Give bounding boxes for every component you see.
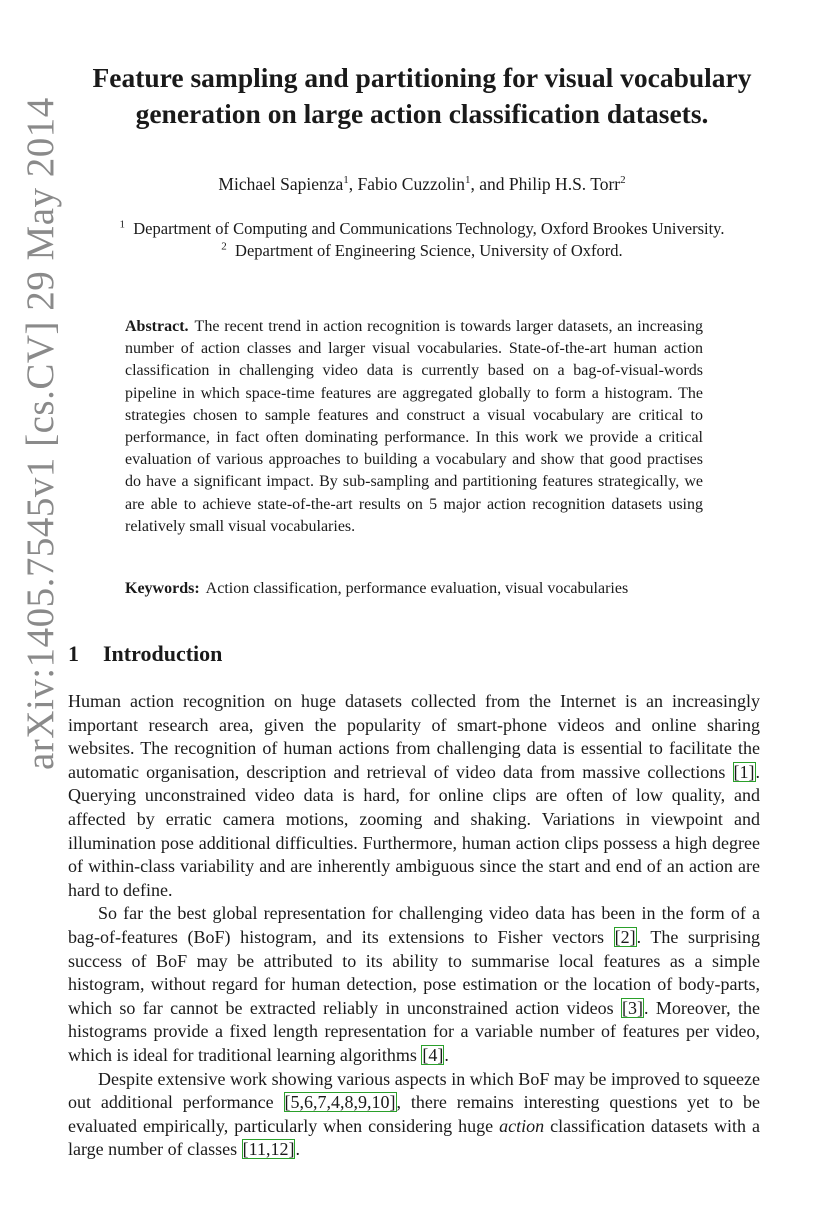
- paragraph: [68, 1068, 760, 1162]
- author-name: Michael Sapienza: [218, 174, 344, 194]
- paragraph-text: classification datasets with a large number of classes: [68, 1115, 760, 1160]
- section-title: Introduction: [103, 641, 223, 666]
- citation-link[interactable]: [4]: [422, 1044, 444, 1065]
- paper-title: [72, 60, 772, 132]
- citation-link[interactable]: [5,6,7,4,8,9,10]: [284, 1092, 396, 1113]
- paragraph-text: .: [444, 1044, 449, 1065]
- citation-link[interactable]: [1]: [733, 761, 755, 782]
- citation-link[interactable]: [11,12]: [242, 1139, 295, 1160]
- title-line-2: generation on large action classification datasets.: [135, 98, 709, 129]
- paragraph: [68, 902, 760, 1067]
- keywords: [125, 580, 703, 598]
- author-affiliation-mark: 2: [620, 174, 626, 187]
- abstract-text: The recent trend in action recognition is towards larger datasets, an increasing number of action classes and larger visual vocabularies. State-of-the-art human action classification in challenging video data is currently based on a bag-of-visual-words pipeline in which space-time features are aggregated globally to form a histogram. The strategies chosen to sample features and construct a visual vocabulary are critical to performance, in fact often dominating performance. In this work we provide a critical evaluation of various approaches to building a vocabulary and show that good practises do have a significant impact. By sub-sampling and partitioning features strategically, we are able to achieve state-of-the-art results on 5 major action recognition datasets using relatively small visual vocabularies.: [125, 318, 703, 535]
- paragraph-text: . Querying unconstrained video data is hard, for online clips are often of low quality, and affected by erratic camera motions, zooming and shaking. Variations in viewpoint and illumination pose additional difficulties. Furthermore, human action clips possess a high degree of within-class variability and are inherently ambiguous since the start and end of an action are hard to define.: [68, 761, 760, 900]
- author-affiliation-mark: 1: [343, 174, 349, 187]
- keywords-text: Action classification, performance evaluation, visual vocabularies: [205, 580, 629, 597]
- abstract: [125, 316, 703, 538]
- citation-link[interactable]: [3]: [621, 997, 643, 1018]
- author-separator: , and: [470, 174, 509, 194]
- affiliation-mark: 2: [221, 240, 227, 253]
- section-number: 1: [68, 641, 79, 666]
- keywords-label: Keywords:: [125, 580, 200, 597]
- affiliation: [72, 241, 772, 261]
- author-affiliation-mark: 1: [464, 174, 471, 187]
- title-line-1: Feature sampling and partitioning for visual vocabulary: [92, 62, 752, 93]
- paragraph-text: Despite extensive work showing various aspects in which BoF may be improved to squeeze out additional performance: [68, 1068, 760, 1113]
- author-name: Fabio Cuzzolin: [357, 174, 465, 194]
- affiliation: [72, 219, 772, 239]
- emphasis-text: action: [499, 1115, 545, 1136]
- paragraph-text: .: [295, 1139, 300, 1160]
- author-separator: ,: [348, 174, 358, 194]
- affiliation-mark: 1: [119, 218, 125, 231]
- abstract-label: Abstract.: [125, 318, 189, 335]
- body-text: [68, 690, 760, 1162]
- paragraph-text: . Moreover, the histograms provide a fixed length representation for a variable number of features per video, which is ideal for traditional learning algorithms: [68, 997, 760, 1065]
- paragraph-text: Human action recognition on huge datasets collected from the Internet is an increasingly important research area, given the popularity of smart-phone videos and online sharing websites. The recognition of human actions from challenging data is essential to facilitate the automatic organisation, description and retrieval of video data from massive collections: [68, 691, 760, 782]
- author-list: [72, 174, 772, 195]
- paragraph-text: . The surprising success of BoF may be attributed to its ability to summarise local features as a simple histogram, without regard for human detection, pose estimation or the location of body-parts, which so far cannot be extracted reliably in unconstrained action videos: [68, 926, 760, 1018]
- affiliation-text: Department of Engineering Science, University of Oxford.: [235, 241, 623, 260]
- arxiv-identifier-stamp: arXiv:1405.7545v1 [cs.CV] 29 May 2014: [19, 97, 62, 770]
- paragraph-text: , there remains interesting questions yet to be evaluated empirically, particularly when considering huge: [68, 1092, 760, 1136]
- citation-link[interactable]: [2]: [614, 926, 636, 947]
- author-name: Philip H.S. Torr: [508, 174, 621, 194]
- paragraph-text: So far the best global representation for challenging video data has been in the form of a bag-of-features (BoF) histogram, and its extensions to Fisher vectors: [68, 903, 760, 947]
- paragraph: [68, 690, 760, 902]
- section-heading: [68, 641, 222, 667]
- affiliation-text: Department of Computing and Communications Technology, Oxford Brookes University.: [133, 219, 725, 238]
